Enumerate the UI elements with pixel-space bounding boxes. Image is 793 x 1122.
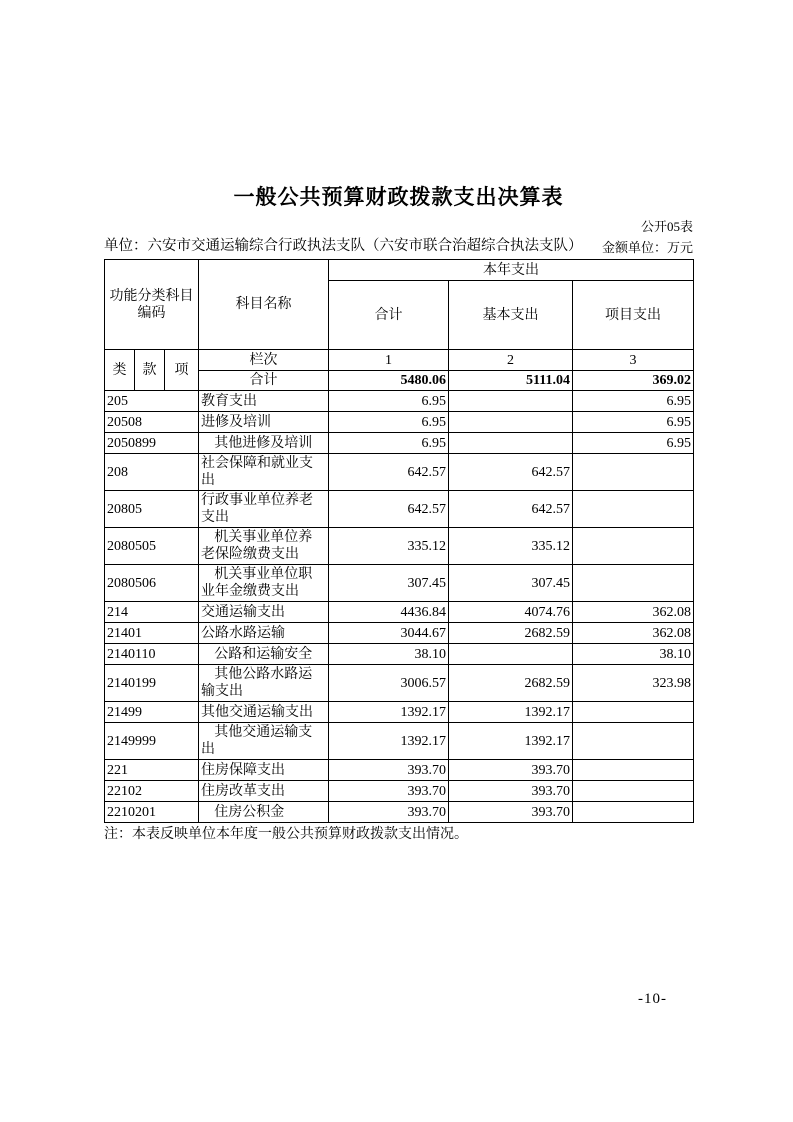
grand-total-sum: 5480.06 xyxy=(329,371,449,391)
row-total-cell: 1392.17 xyxy=(329,723,449,760)
row-name-cell: 其他公路水路运输支出 xyxy=(199,665,329,702)
row-code-cell: 2080506 xyxy=(105,565,199,602)
row-code-cell: 20805 xyxy=(105,491,199,528)
row-code-cell: 2140199 xyxy=(105,665,199,702)
row-name-cell: 其他交通运输支出 xyxy=(199,702,329,723)
row-project-cell xyxy=(573,454,694,491)
header-code-col-kuan: 款 xyxy=(135,350,165,391)
row-project-cell xyxy=(573,802,694,823)
row-project-cell xyxy=(573,528,694,565)
grand-total-basic: 5111.04 xyxy=(449,371,573,391)
row-total-cell: 393.70 xyxy=(329,802,449,823)
row-basic-cell: 393.70 xyxy=(449,760,573,781)
row-code-cell: 21499 xyxy=(105,702,199,723)
row-code-cell: 20508 xyxy=(105,412,199,433)
row-total-cell: 38.10 xyxy=(329,644,449,665)
table-row xyxy=(105,491,694,528)
row-code-cell: 205 xyxy=(105,391,199,412)
row-basic-cell: 4074.76 xyxy=(449,602,573,623)
budget-table xyxy=(104,259,694,823)
header-subject-name: 科目名称 xyxy=(199,260,329,350)
header-col-basic: 基本支出 xyxy=(449,281,573,350)
row-project-cell xyxy=(573,565,694,602)
row-project-cell: 6.95 xyxy=(573,391,694,412)
row-basic-cell: 642.57 xyxy=(449,491,573,528)
table-row xyxy=(105,528,694,565)
row-basic-cell xyxy=(449,644,573,665)
row-basic-cell xyxy=(449,391,573,412)
row-project-cell: 6.95 xyxy=(573,412,694,433)
row-name-cell: 教育支出 xyxy=(199,391,329,412)
header-code-col-xiang: 项 xyxy=(165,350,199,391)
row-basic-cell: 642.57 xyxy=(449,454,573,491)
amount-unit-label: 金额单位：万元 xyxy=(601,240,693,255)
row-total-cell: 393.70 xyxy=(329,781,449,802)
table-row xyxy=(105,723,694,760)
row-project-cell: 362.08 xyxy=(573,602,694,623)
row-name-cell: 社会保障和就业支出 xyxy=(199,454,329,491)
row-project-cell xyxy=(573,491,694,528)
column-number-1: 1 xyxy=(329,350,449,371)
table-row xyxy=(105,760,694,781)
row-code-cell: 22102 xyxy=(105,781,199,802)
row-code-cell: 2149999 xyxy=(105,723,199,760)
row-name-cell: 住房改革支出 xyxy=(199,781,329,802)
table-row xyxy=(105,702,694,723)
page-number: -10- xyxy=(638,991,667,1007)
table-header xyxy=(105,260,694,391)
row-name-cell: 住房保障支出 xyxy=(199,760,329,781)
table-row xyxy=(105,565,694,602)
row-total-cell: 6.95 xyxy=(329,433,449,454)
row-total-cell: 642.57 xyxy=(329,491,449,528)
table-row xyxy=(105,644,694,665)
meta-line xyxy=(104,237,693,256)
header-year-group: 本年支出 xyxy=(329,260,694,281)
table-row xyxy=(105,665,694,702)
row-code-cell: 2080505 xyxy=(105,528,199,565)
table-row xyxy=(105,802,694,823)
row-name-cell: 进修及培训 xyxy=(199,412,329,433)
row-project-cell: 323.98 xyxy=(573,665,694,702)
row-basic-cell xyxy=(449,433,573,454)
header-code-col-lei: 类 xyxy=(105,350,135,391)
row-index-label: 栏次 xyxy=(199,350,329,371)
table-note: 注：本表反映单位本年度一般公共预算财政拨款支出情况。 xyxy=(104,827,468,842)
table-row xyxy=(105,623,694,644)
row-basic-cell: 307.45 xyxy=(449,565,573,602)
row-total-cell: 335.12 xyxy=(329,528,449,565)
row-name-cell: 公路水路运输 xyxy=(199,623,329,644)
row-total-cell: 393.70 xyxy=(329,760,449,781)
row-code-cell: 214 xyxy=(105,602,199,623)
unit-label: 单位：六安市交通运输综合行政执法支队（六安市联合治超综合执法支队） xyxy=(104,238,583,254)
column-number-3: 3 xyxy=(573,350,694,371)
row-project-cell: 38.10 xyxy=(573,644,694,665)
header-col-project: 项目支出 xyxy=(573,281,694,350)
row-project-cell xyxy=(573,781,694,802)
row-total-cell: 6.95 xyxy=(329,391,449,412)
header-code-group: 功能分类科目编码 xyxy=(105,260,199,350)
row-name-cell: 公路和运输安全 xyxy=(199,644,329,665)
row-name-cell: 机关事业单位职业年金缴费支出 xyxy=(199,565,329,602)
row-basic-cell xyxy=(449,412,573,433)
row-code-cell: 21401 xyxy=(105,623,199,644)
grand-total-project: 369.02 xyxy=(573,371,694,391)
row-basic-cell: 1392.17 xyxy=(449,723,573,760)
row-code-cell: 2050899 xyxy=(105,433,199,454)
row-basic-cell: 1392.17 xyxy=(449,702,573,723)
row-project-cell xyxy=(573,723,694,760)
page-title: 一般公共预算财政拨款支出决算表 xyxy=(233,186,564,209)
row-basic-cell: 2682.59 xyxy=(449,623,573,644)
grand-total-label: 合计 xyxy=(199,371,329,391)
row-basic-cell: 335.12 xyxy=(449,528,573,565)
table-row xyxy=(105,391,694,412)
row-code-cell: 2140110 xyxy=(105,644,199,665)
row-total-cell: 6.95 xyxy=(329,412,449,433)
row-code-cell: 221 xyxy=(105,760,199,781)
table-body xyxy=(105,391,694,823)
row-name-cell: 行政事业单位养老支出 xyxy=(199,491,329,528)
table-row xyxy=(105,412,694,433)
row-name-cell: 其他交通运输支出 xyxy=(199,723,329,760)
row-basic-cell: 393.70 xyxy=(449,802,573,823)
row-total-cell: 4436.84 xyxy=(329,602,449,623)
row-basic-cell: 393.70 xyxy=(449,781,573,802)
row-total-cell: 3006.57 xyxy=(329,665,449,702)
row-project-cell xyxy=(573,760,694,781)
row-total-cell: 3044.67 xyxy=(329,623,449,644)
row-code-cell: 208 xyxy=(105,454,199,491)
row-total-cell: 642.57 xyxy=(329,454,449,491)
row-name-cell: 住房公积金 xyxy=(199,802,329,823)
table-row xyxy=(105,433,694,454)
row-code-cell: 2210201 xyxy=(105,802,199,823)
row-name-cell: 机关事业单位养老保险缴费支出 xyxy=(199,528,329,565)
row-total-cell: 1392.17 xyxy=(329,702,449,723)
column-number-2: 2 xyxy=(449,350,573,371)
page-content xyxy=(104,0,693,844)
row-name-cell: 交通运输支出 xyxy=(199,602,329,623)
form-code: 公开05表 xyxy=(640,219,693,234)
row-project-cell: 362.08 xyxy=(573,623,694,644)
row-total-cell: 307.45 xyxy=(329,565,449,602)
table-row xyxy=(105,602,694,623)
row-project-cell xyxy=(573,702,694,723)
header-col-total: 合计 xyxy=(329,281,449,350)
table-row xyxy=(105,454,694,491)
row-basic-cell: 2682.59 xyxy=(449,665,573,702)
row-name-cell: 其他进修及培训 xyxy=(199,433,329,454)
row-project-cell: 6.95 xyxy=(573,433,694,454)
table-row xyxy=(105,781,694,802)
